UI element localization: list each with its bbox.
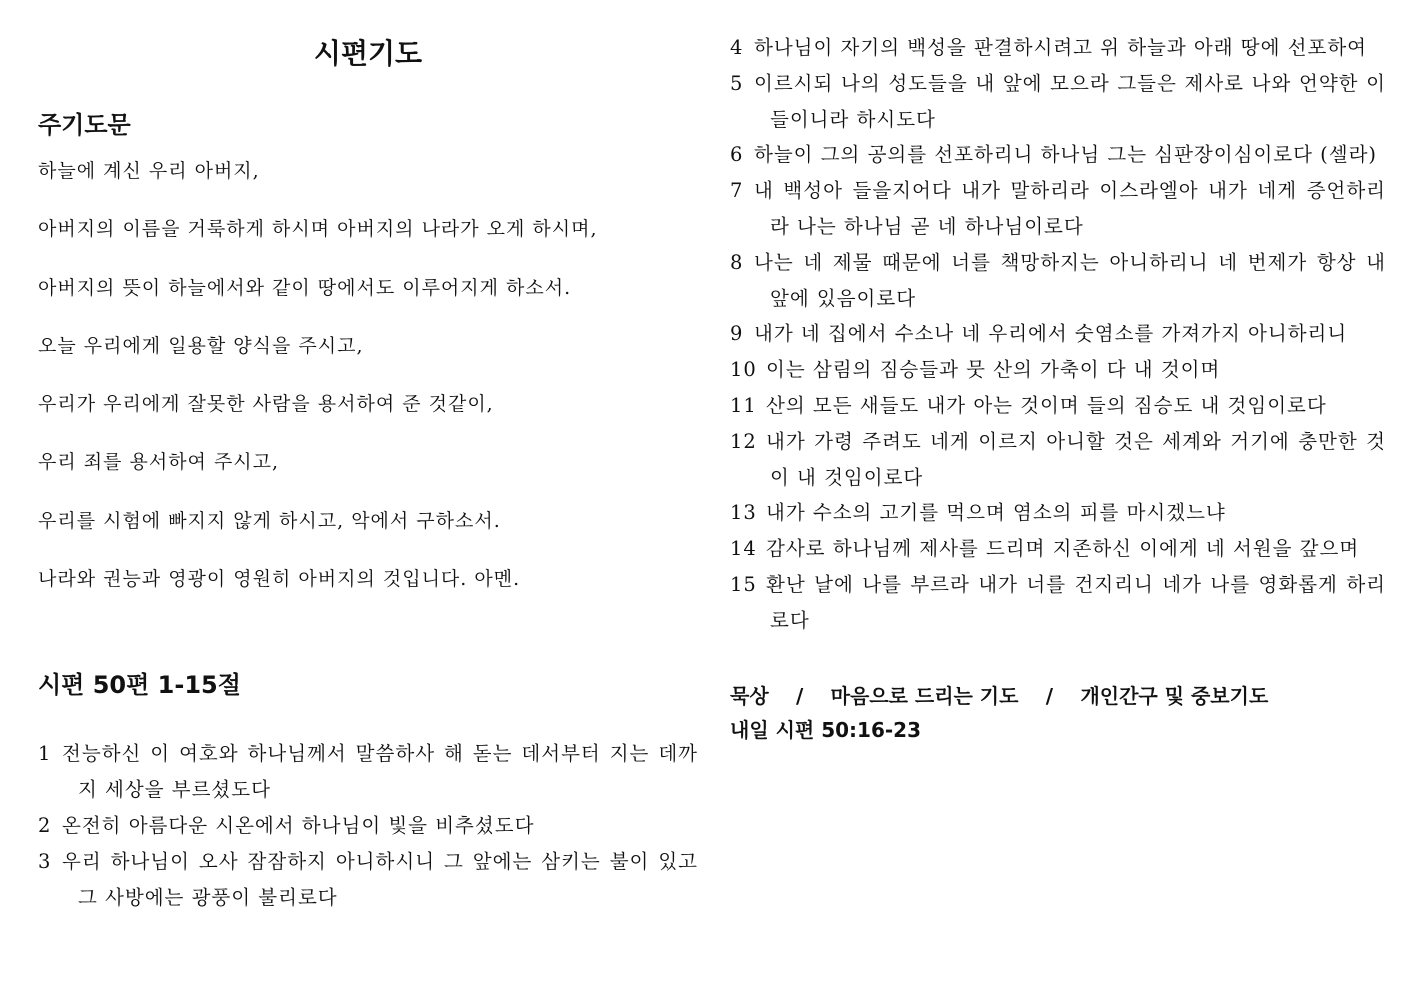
verse — [730, 30, 1386, 66]
prayer-line: 아버지의 뜻이 하늘에서와 같이 땅에서도 이루어지게 하소서. — [38, 276, 572, 299]
prayer-line: 오늘 우리에게 일용할 양식을 주시고, — [38, 334, 364, 357]
meditation-line — [730, 679, 1386, 713]
verse-text: 하나님이 자기의 백성을 판결하시려고 위 하늘과 아래 땅에 선포하여 — [754, 36, 1368, 59]
verse-text: 전능하신 이 여호와 하나님께서 말씀하사 해 돋는 데서부터 지는 데까지 세상을 부르셨도다 — [62, 742, 698, 802]
verse-number: 8 — [730, 250, 744, 274]
verse — [730, 495, 1386, 531]
verse-number: 3 — [38, 849, 52, 873]
verse-number: 15 — [730, 572, 757, 596]
verse-text: 환난 날에 나를 부르라 내가 너를 건지리니 네가 나를 영화롭게 하리로다 — [766, 572, 1386, 632]
verse-number: 2 — [38, 813, 52, 837]
verse-text: 하늘이 그의 공의를 선포하리니 하나님 그는 심판장이심이로다 (셀라) — [754, 143, 1378, 167]
verse — [730, 388, 1386, 424]
verse-number: 12 — [730, 429, 757, 453]
footer-item-intercession: 개인간구 및 중보기도 — [1080, 683, 1269, 708]
verse-number: 7 — [730, 179, 744, 203]
verse-text: 우리 하나님이 오사 잠잠하지 아니하시니 그 앞에는 삼키는 불이 있고 그 사방에는 광풍이 불리로다 — [62, 849, 698, 909]
verse — [730, 66, 1386, 138]
verse-number: 1 — [38, 742, 52, 766]
verse-number: 13 — [730, 501, 757, 525]
prayer-line: 우리 죄를 용서하여 주시고, — [38, 451, 280, 474]
verse-number: 4 — [730, 36, 744, 59]
verse-number: 5 — [730, 71, 744, 95]
prayer-line: 아버지의 이름을 거룩하게 하시며 아버지의 나라가 오게 하시며, — [38, 218, 598, 241]
footer — [730, 679, 1386, 747]
footer-separator: / — [1045, 683, 1054, 708]
prayer-line: 우리가 우리에게 잘못한 사람을 용서하여 준 것같이, — [38, 393, 494, 416]
prayer-line: 나라와 권능과 영광이 영원히 아버지의 것입니다. 아멘. — [38, 568, 521, 591]
next-reading: 내일 시편 50:16-23 — [730, 717, 922, 742]
verse-text: 이는 삼림의 짐승들과 뭇 산의 가축이 다 내 것이며 — [766, 358, 1221, 382]
verse — [730, 424, 1386, 496]
verse-text: 산의 모든 새들도 내가 아는 것이며 들의 짐승도 내 것임이로다 — [766, 393, 1327, 417]
verse — [730, 137, 1386, 173]
verse — [730, 173, 1386, 245]
verse-number: 6 — [730, 143, 744, 167]
footer-item-prayer: 마음으로 드리는 기도 — [830, 683, 1019, 708]
verse — [730, 352, 1386, 388]
left-column — [38, 30, 698, 915]
verse-list-right — [730, 30, 1386, 639]
prayer-line: 하늘에 계신 우리 아버지, — [38, 160, 260, 182]
verse — [38, 808, 698, 844]
verse-text: 나는 네 제물 때문에 너를 책망하지는 아니하리니 네 번제가 항상 내 앞에 있음이로다 — [754, 250, 1386, 310]
verse — [730, 316, 1386, 352]
verse-text: 내가 네 집에서 수소나 네 우리에서 숫염소를 가져가지 아니하리니 — [754, 322, 1348, 346]
verse-number: 10 — [730, 358, 757, 382]
verse — [730, 531, 1386, 567]
footer-separator: / — [795, 683, 804, 708]
verse — [38, 844, 698, 916]
verse — [730, 567, 1386, 639]
verse-text: 감사로 하나님께 제사를 드리며 지존하신 이에게 네 서원을 갚으며 — [766, 537, 1360, 561]
verse-text: 내가 수소의 고기를 먹으며 염소의 피를 마시겠느냐 — [766, 501, 1226, 525]
verse-text: 이르시되 나의 성도들을 내 앞에 모으라 그들은 제사로 나와 언약한 이들이니라 하시도다 — [754, 71, 1386, 131]
psalm-heading: 시편 50편 1-15절 — [38, 671, 241, 700]
verse-text: 내가 가령 주려도 네게 이르지 아니할 것은 세계와 거기에 충만한 것이 내 것임이로다 — [766, 429, 1386, 489]
footer-item-meditation: 묵상 — [730, 683, 769, 708]
verse-number: 11 — [730, 393, 757, 417]
right-column — [730, 30, 1386, 747]
verse — [730, 245, 1386, 317]
page-title: 시편기도 — [313, 37, 423, 70]
verse-text: 온전히 아름다운 시온에서 하나님이 빛을 비추셨도다 — [62, 813, 535, 837]
verse-number: 14 — [730, 537, 757, 561]
verse — [38, 736, 698, 808]
verse-list-left — [38, 736, 698, 915]
lords-prayer — [38, 156, 698, 622]
prayer-heading: 주기도문 — [38, 111, 131, 139]
verse-text: 내 백성아 들을지어다 내가 말하리라 이스라엘아 내가 네게 증언하리라 나는 하나님 곧 네 하나님이로다 — [754, 179, 1386, 238]
prayer-line: 우리를 시험에 빠지지 않게 하시고, 악에서 구하소서. — [38, 509, 501, 532]
verse-number: 9 — [730, 322, 744, 346]
